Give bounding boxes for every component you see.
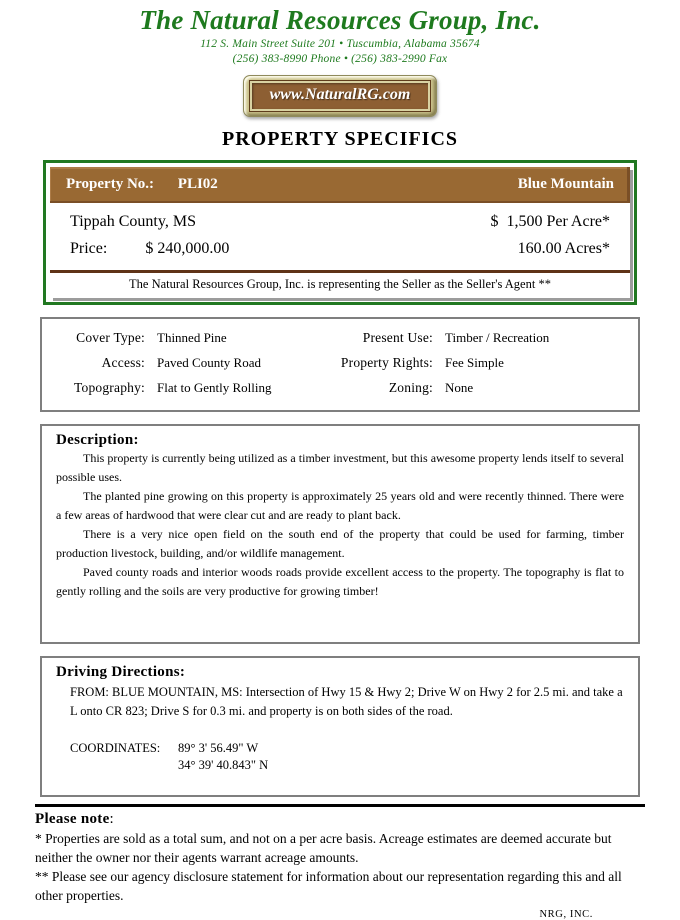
coordinate-west: 89° 3' 56.49" W — [178, 741, 259, 755]
description-body — [56, 449, 624, 601]
company-name: The Natural Resources Group, Inc. — [139, 5, 541, 35]
footer-note-1: * Properties are sold as a total sum, and not on a per acre basis. Acreage estimates are deemed accurate but neither the owner nor their agents warrant acreage amounts. — [35, 831, 612, 865]
property-summary-box — [43, 160, 637, 305]
description-paragraph: This property is currently being utilized as a timber investment, but this awesome property lends itself to several possible uses. — [56, 451, 624, 484]
price-row — [70, 235, 610, 262]
website-button-face — [250, 81, 431, 111]
letterhead — [0, 0, 680, 151]
price-per-acre: $ 1,500 Per Acre* — [490, 213, 610, 230]
footer-divider — [35, 804, 645, 807]
description-title: Description: — [56, 432, 139, 448]
company-signature: NRG, INC. — [539, 909, 593, 920]
present-use-value: Timber / Recreation — [445, 330, 550, 345]
price-group — [70, 235, 229, 262]
location-row — [70, 208, 610, 235]
driving-directions-title: Driving Directions: — [56, 664, 186, 680]
description-paragraph: The planted pine growing on this property is approximately 25 years old and were recently thinned. There were a few areas of hardwood that were clear cut and are ready to plant back. — [56, 489, 624, 522]
driving-directions-box — [40, 656, 640, 797]
property-details-grid — [48, 330, 626, 396]
agency-note: The Natural Resources Group, Inc. is representing the Seller as the Seller's Agent ** — [129, 277, 551, 291]
website-url: www.NaturalRG.com — [269, 86, 411, 103]
company-address: 112 S. Main Street Suite 201 • Tuscumbia, Alabama 35674 — [200, 38, 480, 50]
access-value: Paved County Road — [157, 355, 261, 370]
property-number: PLI02 — [177, 176, 218, 192]
description-paragraph: There is a very nice open field on the south end of the property that could be used for farming, timber production livestock, building, and/or wildlife management. — [56, 527, 624, 560]
price-label: Price: — [70, 240, 108, 257]
page-title: PROPERTY SPECIFICS — [221, 128, 459, 150]
property-summary-panel — [50, 167, 630, 298]
directions-text: FROM: BLUE MOUNTAIN, MS: Intersection of Hwy 15 & Hwy 2; Drive W on Hwy 2 for 2.5 mi. and take a L onto CR 823; Drive S for 0.3 mi. and property is on both sides of the road. — [70, 685, 623, 718]
price-value: $ 240,000.00 — [145, 240, 230, 257]
topography-value: Flat to Gently Rolling — [157, 380, 272, 395]
property-price-rows — [50, 203, 630, 270]
property-details-box — [40, 317, 640, 412]
website-button[interactable] — [243, 75, 438, 117]
coordinates-label: COORDINATES: — [70, 741, 161, 755]
description-box — [40, 424, 640, 644]
coordinates-block — [70, 740, 624, 774]
driving-directions-body — [70, 683, 624, 774]
property-rights-label: Property Rights: — [340, 355, 433, 370]
property-number-group — [66, 176, 218, 193]
acreage: 160.00 Acres* — [517, 240, 610, 257]
cover-type-label: Cover Type: — [76, 330, 145, 345]
footer-notes — [35, 804, 645, 920]
property-header-bar — [50, 167, 630, 203]
please-note-title: Please note: — [35, 811, 114, 827]
zoning-label: Zoning: — [388, 380, 433, 395]
property-location: Tippah County, MS — [70, 213, 196, 230]
coordinates-values — [178, 740, 624, 774]
property-name: Blue Mountain — [517, 176, 614, 192]
footer-note-2: ** Please see our agency disclosure statement for information about our representation regarding this and all other properties. — [35, 869, 622, 903]
property-number-label: Property No.: — [66, 176, 155, 192]
access-label: Access: — [101, 355, 145, 370]
description-paragraph: Paved county roads and interior woods roads provide excellent access to the property. The topography is flat to gently rolling and the soils are very productive for growing timber! — [56, 565, 624, 598]
topography-label: Topography: — [74, 380, 145, 395]
cover-type-value: Thinned Pine — [157, 330, 227, 345]
company-phone: (256) 383-8990 Phone • (256) 383-2990 Fax — [232, 53, 448, 65]
property-rights-value: Fee Simple — [445, 355, 504, 370]
zoning-value: None — [445, 380, 474, 395]
coordinate-north: 34° 39' 40.843" N — [178, 758, 269, 772]
present-use-label: Present Use: — [362, 330, 433, 345]
